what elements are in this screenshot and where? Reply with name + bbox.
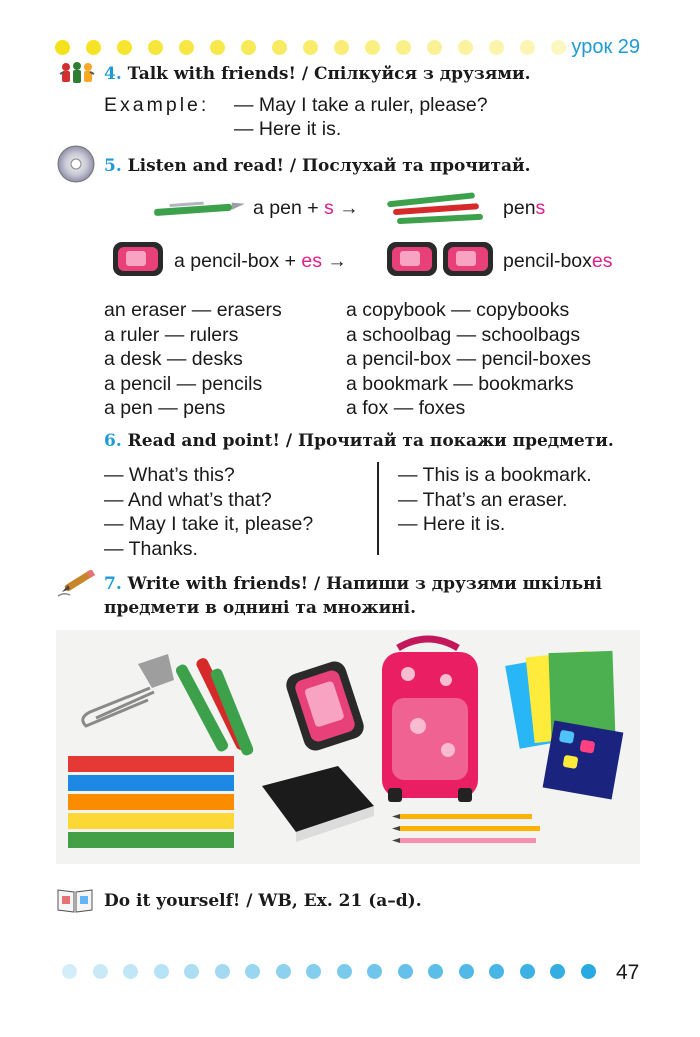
decor-dot — [62, 964, 77, 979]
list-item: an eraser — erasers — [104, 299, 282, 321]
list-item: a ruler — rulers — [104, 323, 239, 346]
exercise-title-text: Talk with friends! / Спілкуйся з друзями. — [127, 64, 531, 84]
dialogue-divider — [377, 462, 379, 555]
decor-dot — [551, 40, 566, 55]
exercise-5-title — [104, 156, 531, 176]
rule-suffix: es — [301, 250, 322, 272]
exercise-number: 7. — [104, 574, 122, 594]
school-supplies-photo — [56, 630, 640, 864]
plural-result-pencil-boxes — [503, 250, 613, 273]
pencil-boxes-image — [386, 240, 494, 278]
lesson-label: урок 29 — [571, 36, 640, 58]
dialogue-line: — Here it is. — [398, 513, 506, 535]
result-stem: pen — [503, 197, 536, 219]
rule-suffix: s — [324, 197, 334, 219]
result-stem: pencil-box — [503, 250, 592, 272]
friends-icon — [58, 62, 96, 88]
pens-image — [383, 190, 495, 226]
decor-dot — [215, 964, 230, 979]
decor-dot — [306, 964, 321, 979]
decor-dot — [245, 964, 260, 979]
decor-dot — [276, 964, 291, 979]
result-suffix: s — [535, 197, 546, 219]
decor-dot — [184, 964, 199, 979]
example-line-2: — Here it is. — [234, 118, 342, 140]
rule-base: a pen + — [253, 197, 325, 219]
decor-dot — [428, 964, 443, 979]
list-item: a pencil — pencils — [104, 372, 263, 395]
decor-dot — [489, 964, 504, 979]
decor-dot — [520, 964, 535, 979]
example-line-1: — May I take a ruler, please? — [234, 94, 488, 116]
decor-dot — [459, 964, 474, 979]
list-item: a pencil-box — pencil-boxes — [346, 348, 591, 370]
dialogue-line: — And what’s that? — [104, 488, 272, 511]
plural-rule-s — [253, 197, 359, 220]
decor-dot — [210, 40, 225, 55]
list-item: a bookmark — bookmarks — [346, 372, 574, 395]
decor-dot — [427, 40, 442, 55]
audio-cd-icon — [57, 145, 95, 183]
decor-dot — [398, 964, 413, 979]
pencils-photo — [392, 814, 540, 843]
list-item: a schoolbag — schoolbags — [346, 323, 581, 346]
dialogue-line: — This is a bookmark. — [398, 464, 592, 486]
decor-dot — [458, 40, 473, 55]
dialogue-answers — [398, 463, 592, 537]
decor-dot — [365, 40, 380, 55]
dialogue-line: — What’s this? — [104, 464, 235, 486]
decor-dot — [367, 964, 382, 979]
exercise-4-title — [104, 64, 531, 84]
decor-dot — [550, 964, 565, 979]
decor-dot — [396, 40, 411, 55]
exercise-number: 5. — [104, 156, 122, 176]
arrow-icon: → — [339, 197, 359, 219]
decor-dot — [117, 40, 132, 55]
decor-dot — [337, 964, 352, 979]
list-item: a pen — pens — [104, 397, 226, 419]
exercise-7-title-line-2: предмети в однині та множині. — [104, 598, 417, 618]
list-item: a fox — foxes — [346, 397, 466, 419]
plural-list-left — [104, 298, 282, 421]
decor-dot — [334, 40, 349, 55]
workbook-icon — [56, 886, 94, 914]
decor-dot — [86, 40, 101, 55]
decor-dot — [123, 964, 138, 979]
decor-dot — [520, 40, 535, 55]
exercise-number: 6. — [104, 431, 122, 451]
plural-rule-es — [174, 250, 347, 273]
plural-list-right — [346, 298, 591, 421]
dialogue-line: — That’s an eraser. — [398, 488, 568, 511]
decor-dot — [93, 964, 108, 979]
decor-dot — [272, 40, 287, 55]
pencil-write-icon — [56, 570, 98, 598]
decor-dot — [241, 40, 256, 55]
plural-result-pens — [503, 197, 545, 220]
dialogue-questions — [104, 463, 313, 561]
arrow-icon: → — [327, 250, 347, 272]
list-item: a desk — desks — [104, 348, 243, 370]
decor-dot — [179, 40, 194, 55]
exercise-7-title — [104, 574, 602, 594]
dialogue-line: — May I take it, please? — [104, 513, 314, 535]
decor-dot — [148, 40, 163, 55]
rule-base: a pencil-box + — [174, 250, 302, 272]
decor-dot — [489, 40, 504, 55]
decor-dot — [303, 40, 318, 55]
list-item: a copybook — copybooks — [346, 299, 570, 321]
decor-dot — [55, 40, 70, 55]
exercise-number: 4. — [104, 64, 122, 84]
pencil-box-image — [112, 240, 164, 278]
result-suffix: es — [591, 250, 613, 272]
dialogue-line: — Thanks. — [104, 537, 198, 560]
schoolbag-photo — [382, 639, 478, 802]
example-label: Example: — [104, 94, 210, 116]
exercise-title-text: Read and point! / Прочитай та покажи предмети. — [127, 431, 614, 451]
exercise-6-title — [104, 431, 614, 451]
exercise-title-text: Write with friends! / Напиши з друзями шкільні — [127, 574, 603, 594]
decor-dot — [581, 964, 596, 979]
page-number: 47 — [616, 961, 640, 984]
exercise-title-text: Listen and read! / Послухай та прочитай. — [127, 156, 531, 176]
decor-dot — [154, 964, 169, 979]
rulers-photo — [68, 756, 234, 848]
pen-image — [150, 198, 246, 220]
do-it-yourself-task: Do it yourself! / WB, Ex. 21 (a–d). — [104, 891, 422, 911]
